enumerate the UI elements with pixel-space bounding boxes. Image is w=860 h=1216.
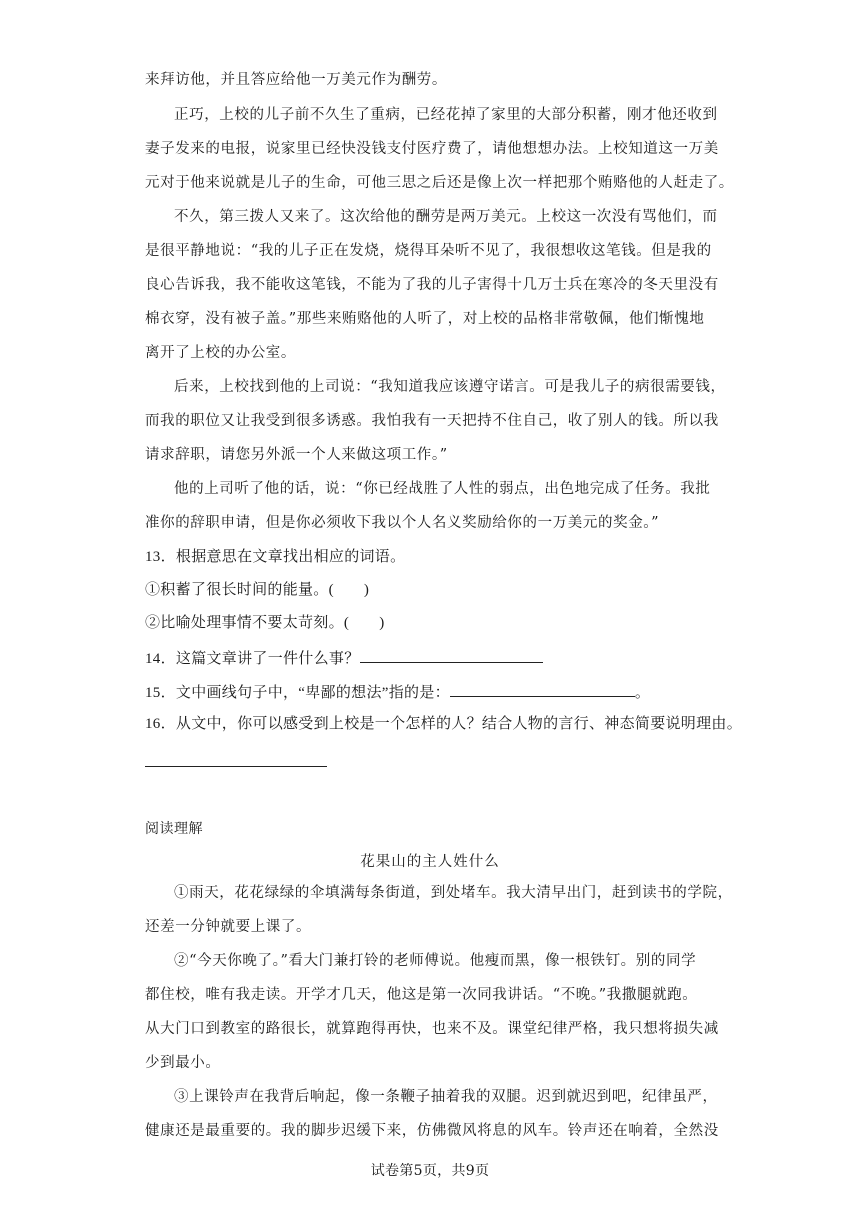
passage-line: 而我的职位又让我受到很多诱惑。我怕我有一天把持不住自己，收了别人的钱。所以我 bbox=[145, 413, 719, 429]
question-15-end: 。 bbox=[634, 685, 651, 701]
passage-line: ②“今天你晚了。”看大门兼打铃的老师傅说。他瘦而黑，像一根铁钉。别的同学 bbox=[174, 953, 697, 969]
passage-line: 都住校，唯有我走读。开学才几天，他这是第一次同我讲话。“不晚。”我撒腿就跑。 bbox=[145, 987, 698, 1003]
question-13-1 bbox=[145, 580, 369, 600]
passage-line: ③上课铃声在我背后响起，像一条鞭子抽着我的双腿。迟到就迟到吧，纪律虽严， bbox=[174, 1089, 718, 1105]
answer-blank-14[interactable] bbox=[360, 647, 543, 663]
passage-line: 正巧，上校的儿子前不久生了重病，已经花掉了家里的大部分积蓄，刚才他还收到 bbox=[174, 107, 718, 123]
passage-line: 他的上司听了他的话，说：“你已经战胜了人性的弱点，出色地完成了任务。我批 bbox=[174, 481, 711, 497]
question-15-text: 15．文中画线句子中，“卑鄙的想法”指的是： bbox=[145, 685, 450, 701]
passage-line: 从大门口到教室的路很长，就算跑得再快，也来不及。课堂纪律严格，我只想将损失减 bbox=[145, 1021, 719, 1037]
passage-line: 准你的辞职申请，但是你必须收下我以个人名义奖励给你的一万美元的奖金。” bbox=[145, 515, 660, 531]
question-15 bbox=[145, 681, 650, 703]
answer-blank-15[interactable] bbox=[450, 681, 635, 697]
passage-line: 来拜访他，并且答应给他一万美元作为酬劳。 bbox=[145, 72, 447, 88]
passage-line: 健康还是最重要的。我的脚步迟缓下来，仿佛微风将息的风车。铃声还在响着，全然没 bbox=[145, 1123, 719, 1139]
answer-blank-16[interactable] bbox=[145, 766, 327, 767]
section-label: 阅读理解 bbox=[145, 821, 203, 837]
question-13: 13．根据意思在文章找出相应的词语。 bbox=[145, 549, 406, 565]
passage-line: 不久，第三拨人又来了。这次给他的酬劳是两万美元。上校这一次没有骂他们，而 bbox=[174, 209, 718, 225]
close-paren: ) bbox=[363, 582, 370, 598]
close-paren: ) bbox=[379, 615, 385, 631]
page-footer: 试卷第5页，共9页 bbox=[370, 1163, 490, 1179]
passage-line: ①雨天，花花绿绿的伞填满每条街道，到处堵车。我大清早出门，赶到读书的学院， bbox=[174, 885, 733, 901]
question-16: 16．从文中，你可以感受到上校是一个怎样的人？结合人物的言行、神态简要说明理由。 bbox=[145, 716, 743, 732]
passage-line: 少到最小。 bbox=[145, 1055, 221, 1071]
passage-line: 还差一分钟就要上课了。 bbox=[145, 919, 312, 935]
passage-line: 棉衣穿，没有被子盖。”那些来贿赂他的人听了，对上校的品格非常敬佩，他们惭愧地 bbox=[145, 311, 705, 327]
passage-line: 妻子发来的电报，说家里已经快没钱支付医疗费了，请他想想办法。上校知道这一万美 bbox=[145, 141, 719, 157]
question-14-text: 14．这篇文章讲了一件什么事？ bbox=[145, 651, 360, 667]
passage-line: 请求辞职，请您另外派一个人来做这项工作。” bbox=[145, 447, 448, 463]
passage-line: 离开了上校的办公室。 bbox=[145, 345, 296, 361]
passage-line: 良心告诉我，我不能收这笔钱，不能为了我的儿子害得十几万士兵在寒冷的冬天里没有 bbox=[145, 277, 719, 293]
question-13-2 bbox=[145, 613, 385, 633]
passage-line: 元对于他来说就是儿子的生命，可他三思之后还是像上次一样把那个贿赂他的人赶走了。 bbox=[145, 175, 734, 191]
passage-title: 花果山的主人姓什么 bbox=[360, 854, 500, 870]
passage-line: 后来，上校找到他的上司说：“我知道我应该遵守诺言。可是我儿子的病很需要钱， bbox=[174, 379, 726, 395]
passage-line: 是很平静地说：“我的儿子正在发烧，烧得耳朵听不见了，我很想收这笔钱。但是我的 bbox=[145, 243, 712, 259]
question-14 bbox=[145, 647, 543, 669]
question-13-2-text: ②比喻处理事情不要太苛刻。( bbox=[145, 615, 350, 631]
question-13-1-text: ①积蓄了很长时间的能量。( bbox=[145, 582, 334, 598]
